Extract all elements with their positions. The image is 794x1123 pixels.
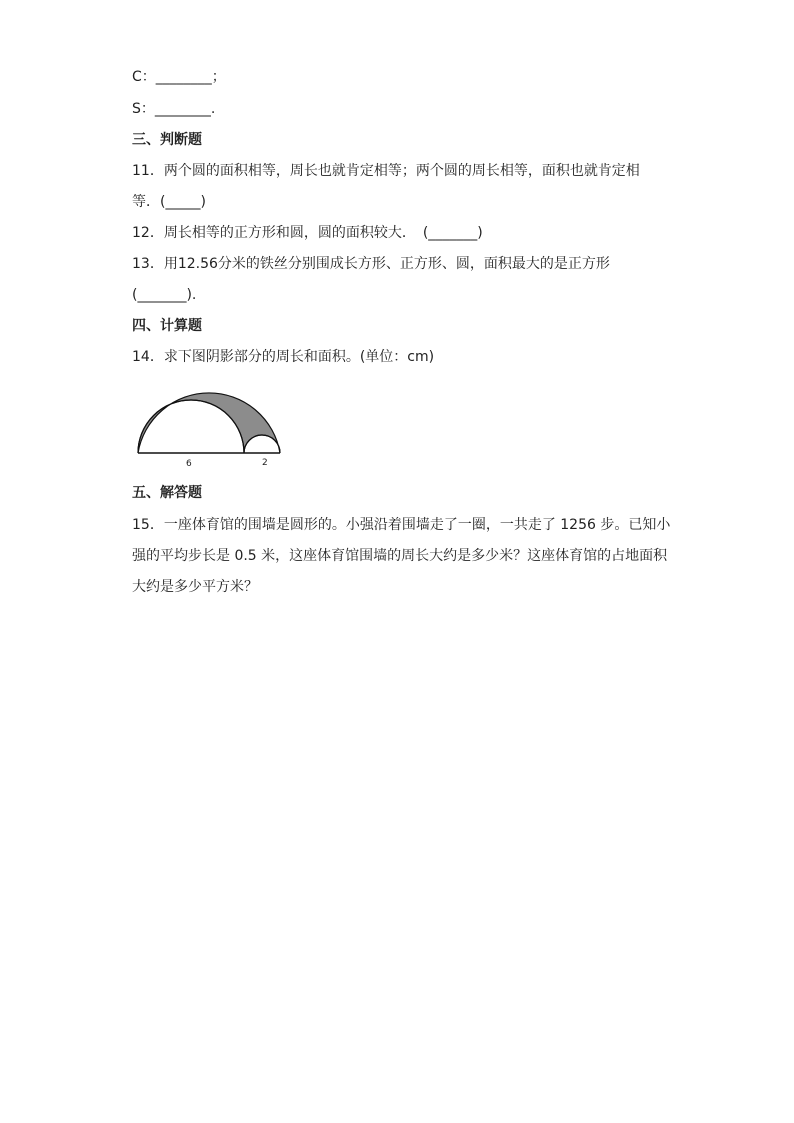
question-14: 14．求下图阴影部分的周长和面积。(单位：cm) bbox=[132, 349, 435, 365]
label-small-diameter: 2 bbox=[262, 458, 268, 468]
question-13-line-1: 13．用12.56分米的铁丝分别围成长方形、正方形、圆，面积最大的是正方形 bbox=[132, 256, 610, 272]
question-15-line-1: 15．一座体育馆的围墙是圆形的。小强沿着围墙走了一圈，一共走了 1256 步。已知小 bbox=[132, 517, 671, 533]
section-heading-answers: 五、解答题 bbox=[132, 485, 202, 501]
label-large-diameter: 6 bbox=[186, 459, 192, 469]
section-heading-judgement: 三、判断题 bbox=[132, 132, 202, 148]
shaded-region bbox=[138, 393, 280, 453]
s-answer-line: S：________. bbox=[132, 101, 216, 117]
question-12: 12．周长相等的正方形和圆，圆的面积较大． (_______) bbox=[132, 225, 483, 241]
question-15-line-2: 强的平均步长是 0.5 米，这座体育馆围墙的周长大约是多少米？这座体育馆的占地面积 bbox=[132, 548, 668, 564]
question-13-line-2: (_______). bbox=[132, 287, 197, 303]
question-11-line-1: 11．两个圆的面积相等，周长也就肯定相等；两个圆的周长相等，面积也就肯定相 bbox=[132, 163, 640, 179]
semicircle-figure bbox=[134, 376, 284, 472]
section-heading-calculation: 四、计算题 bbox=[132, 318, 202, 334]
question-15-line-3: 大约是多少平方米？ bbox=[132, 579, 258, 595]
question-11-line-2: 等．(_____) bbox=[132, 194, 206, 210]
c-answer-line: C：________； bbox=[132, 69, 226, 85]
semicircle-diagram bbox=[134, 376, 284, 472]
